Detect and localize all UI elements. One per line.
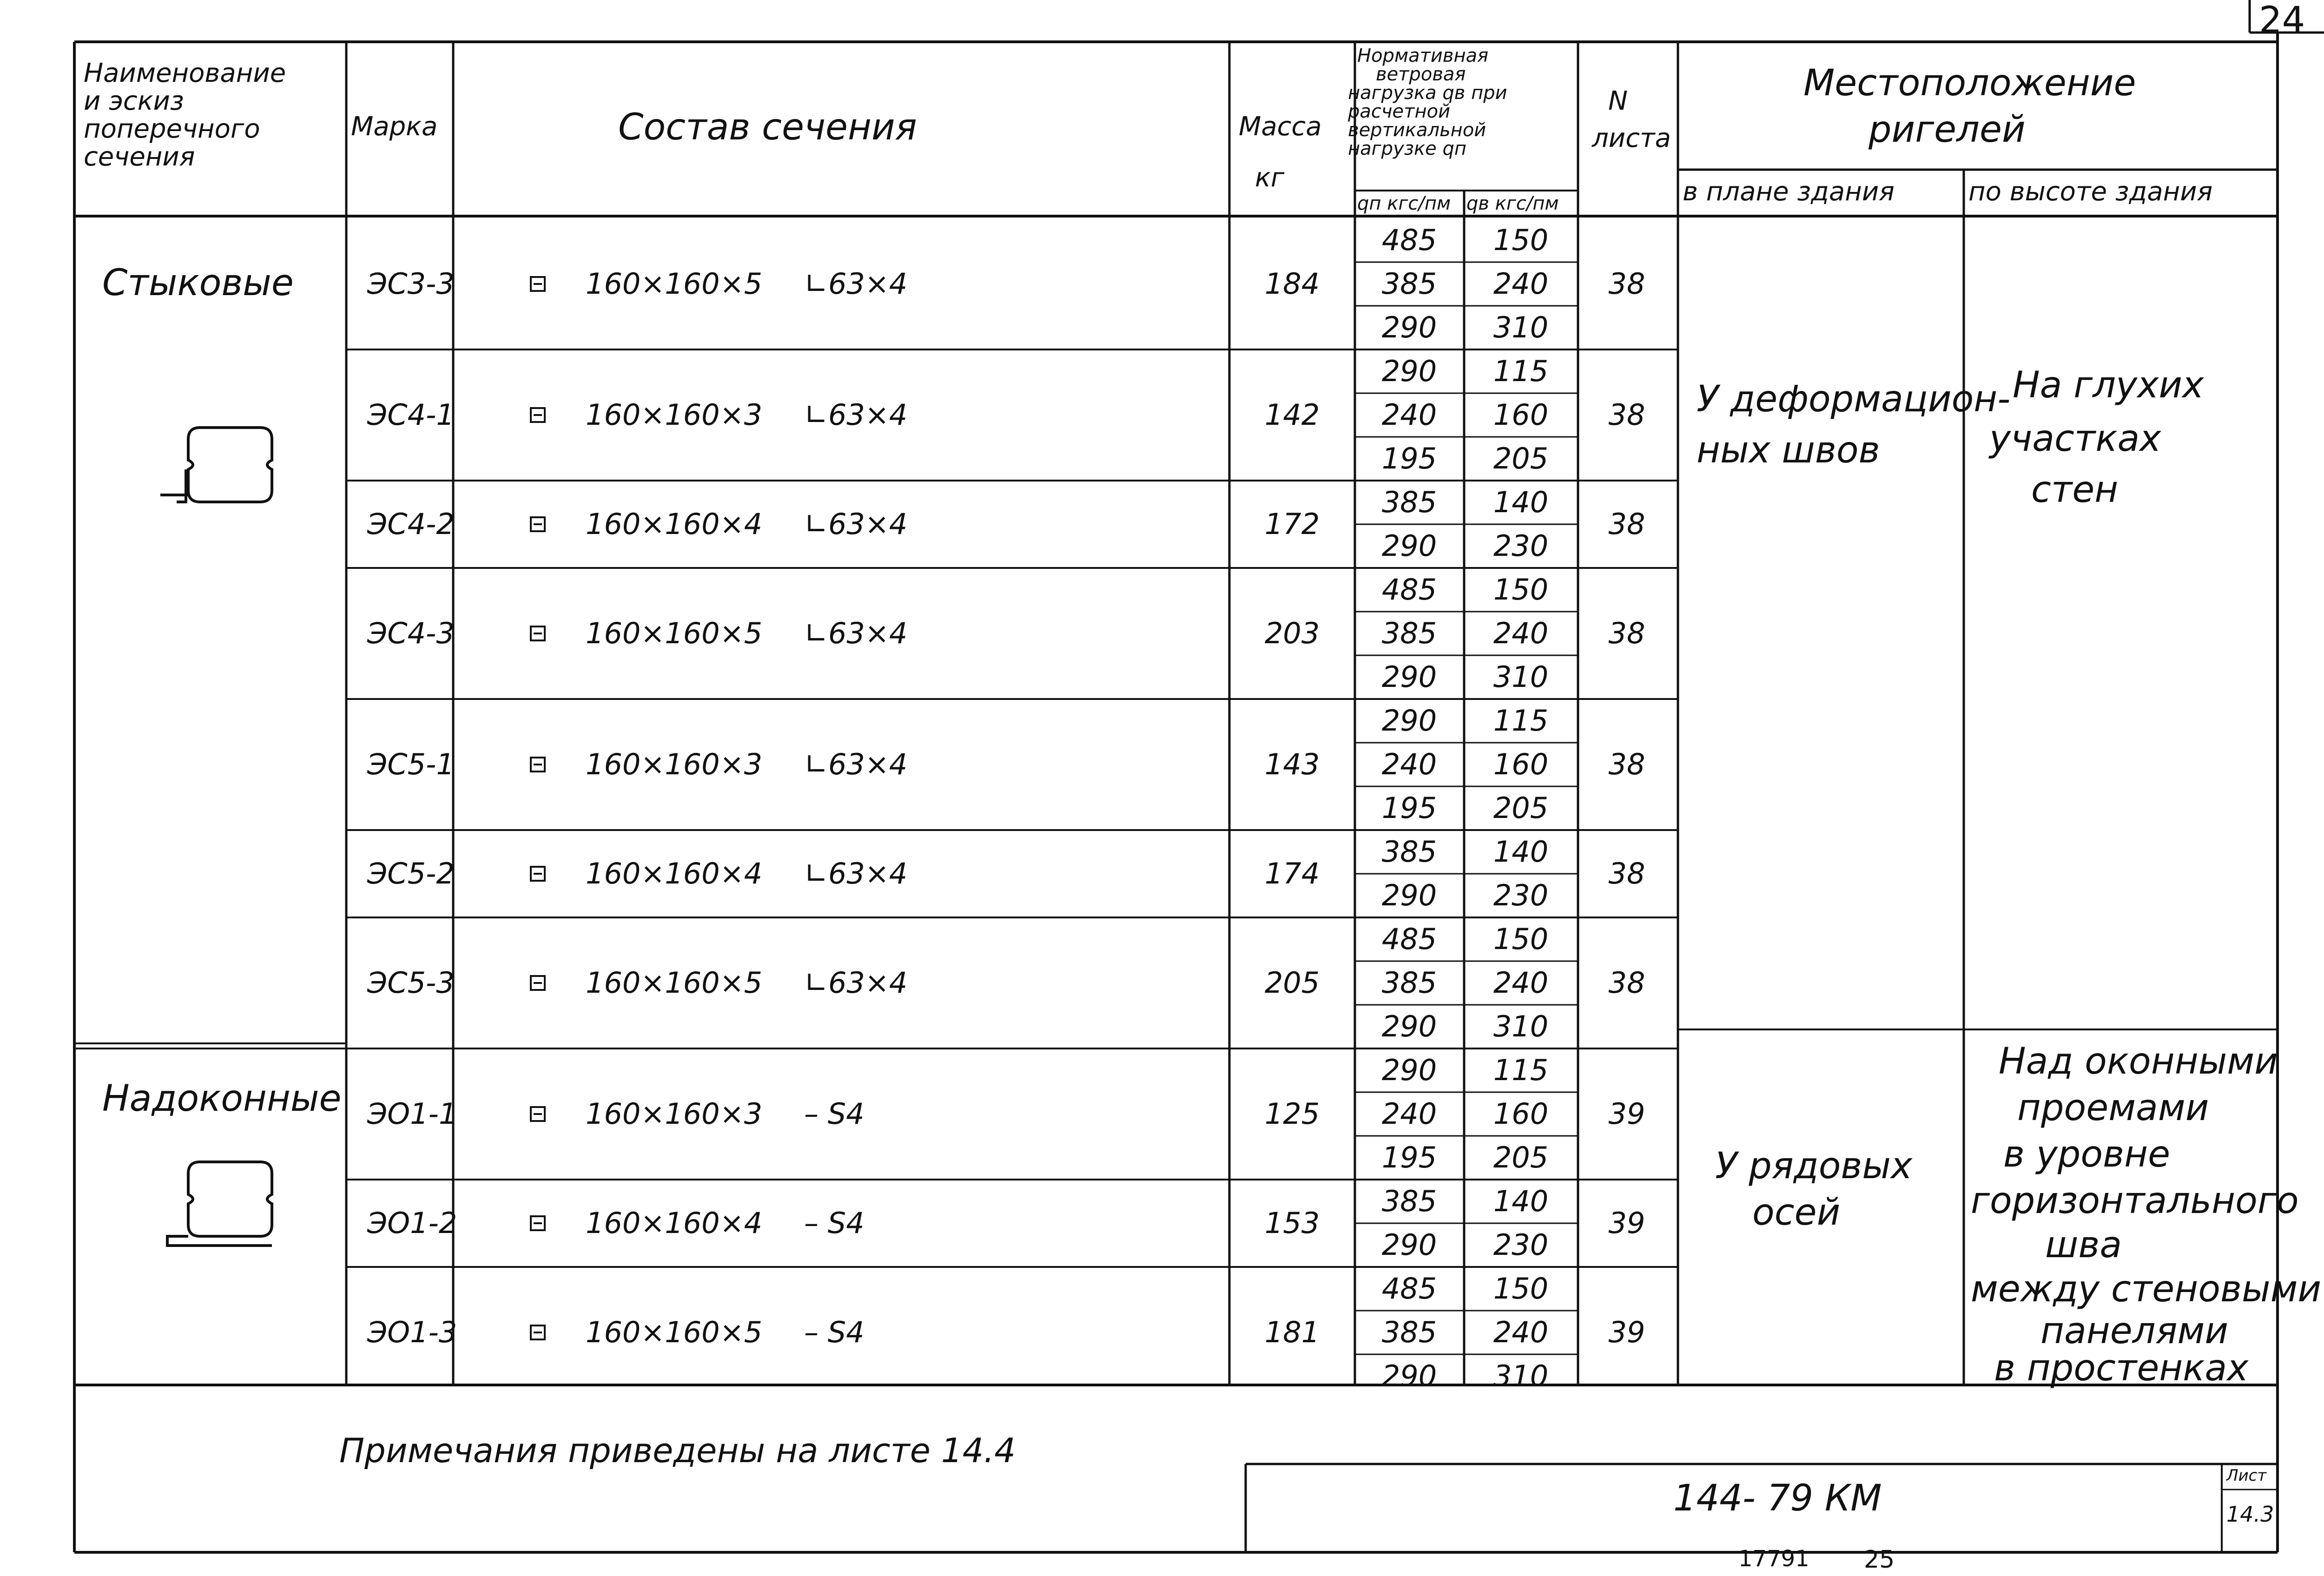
row-mass: 174 [1264, 857, 1320, 890]
load-qp: 385 [1381, 485, 1437, 519]
row-marka: ЭС5-2 [367, 857, 455, 890]
tube-section-icon [530, 1106, 546, 1122]
load-qv: 230 [1493, 529, 1549, 563]
load-qv: 160 [1493, 398, 1549, 432]
load-qv: 115 [1493, 704, 1549, 738]
row-tube: 160×160×5 [586, 966, 763, 1000]
load-qv: 240 [1493, 966, 1549, 1000]
row-tube: 160×160×5 [586, 616, 763, 650]
load-qp: 195 [1381, 442, 1437, 475]
load-qv: 150 [1493, 573, 1549, 607]
load-qp: 240 [1381, 747, 1437, 781]
row-tube: 160×160×4 [586, 857, 763, 890]
tube-section-icon [530, 757, 546, 772]
row-extra: ∟63×4 [804, 267, 908, 301]
load-qv: 310 [1493, 1009, 1549, 1043]
header-location-2: ригелей [1868, 109, 2026, 151]
tube-section-icon [530, 626, 546, 641]
row-sheet: 38 [1608, 507, 1645, 541]
archive-page: 25 [1864, 1546, 1895, 1574]
load-qv: 205 [1493, 1141, 1549, 1174]
row-sheet: 39 [1608, 1315, 1645, 1349]
load-qp: 290 [1381, 1228, 1437, 1262]
row-tube: 160×160×3 [586, 1097, 763, 1131]
row-extra: ∟63×4 [804, 857, 908, 890]
group-butt: Стыковые [102, 262, 294, 304]
load-qp: 385 [1381, 1315, 1437, 1349]
row-mass: 203 [1264, 616, 1320, 650]
load-qp: 485 [1381, 1272, 1437, 1306]
load-qv: 115 [1493, 1053, 1549, 1087]
load-qv: 140 [1493, 835, 1549, 869]
header-loc-height: по высоте здания [1968, 177, 2213, 207]
row-extra: ∟63×4 [804, 966, 908, 1000]
load-qv: 140 [1493, 1184, 1549, 1218]
header-marka: Марка [351, 112, 438, 142]
row-mass: 181 [1264, 1315, 1320, 1349]
note-text: Примечания приведены на листе 14.4 [339, 1431, 1016, 1470]
header-list-no: N [1608, 86, 1628, 116]
load-qp: 290 [1381, 529, 1437, 563]
row-tube: 160×160×3 [586, 747, 763, 781]
load-qp: 195 [1381, 791, 1437, 825]
load-qp: 385 [1381, 1184, 1437, 1218]
row-mass: 172 [1264, 507, 1320, 541]
corner-page-number: 24 [2259, 0, 2305, 41]
row-marka: ЭС5-3 [367, 966, 455, 1000]
row-sheet: 38 [1608, 966, 1645, 1000]
row-sheet: 38 [1608, 747, 1645, 781]
stamp-list-no: 14.3 [2226, 1502, 2274, 1527]
header-loc-plan: в плане здания [1683, 177, 1895, 207]
row-extra: ∟63×4 [804, 507, 908, 541]
row-mass: 143 [1264, 747, 1320, 781]
row-marka: ЭО1-1 [367, 1097, 457, 1131]
row-sheet: 39 [1608, 1097, 1645, 1131]
row-mass: 125 [1264, 1097, 1320, 1131]
load-qv: 140 [1493, 485, 1549, 519]
row-sheet: 39 [1608, 1206, 1645, 1240]
load-qp: 195 [1381, 1141, 1437, 1174]
row-marka: ЭС4-1 [367, 398, 455, 432]
row-tube: 160×160×4 [586, 507, 763, 541]
load-qv: 160 [1493, 1097, 1549, 1131]
load-qv: 150 [1493, 223, 1549, 257]
load-qp: 290 [1381, 660, 1437, 694]
header-qv: qв кгс/пм [1466, 193, 1559, 214]
header-massa-unit: кг [1255, 163, 1285, 193]
header-location: Местоположение [1803, 62, 2136, 104]
row-marka: ЭО1-3 [367, 1315, 457, 1349]
row-marka: ЭО1-2 [367, 1206, 457, 1240]
load-qp: 385 [1381, 835, 1437, 869]
load-qv: 240 [1493, 267, 1549, 301]
row-tube: 160×160×5 [586, 267, 763, 301]
row-extra: ∟63×4 [804, 747, 908, 781]
load-qp: 290 [1381, 1053, 1437, 1087]
stamp-code: 144- 79 КМ [1673, 1477, 1882, 1519]
row-tube: 160×160×4 [586, 1206, 763, 1240]
tube-section-icon [530, 866, 546, 882]
row-sheet: 38 [1608, 267, 1645, 301]
header-list-label: листа [1592, 123, 1671, 153]
load-qv: 240 [1493, 1315, 1549, 1349]
load-qv: 205 [1493, 442, 1549, 475]
load-qv: 115 [1493, 354, 1549, 388]
row-marka: ЭС4-3 [367, 616, 455, 650]
tube-section-icon [530, 1215, 546, 1231]
load-qv: 205 [1493, 791, 1549, 825]
tube-section-icon [530, 516, 546, 532]
load-qv: 310 [1493, 660, 1549, 694]
tube-section-icon [530, 407, 546, 423]
load-qp: 290 [1381, 310, 1437, 344]
load-qv: 230 [1493, 878, 1549, 912]
load-qp: 485 [1381, 223, 1437, 257]
load-qp: 290 [1381, 704, 1437, 738]
row-extra: ∟63×4 [804, 616, 908, 650]
load-qv: 230 [1493, 1228, 1549, 1262]
load-qp: 385 [1381, 267, 1437, 301]
load-qv: 160 [1493, 747, 1549, 781]
row-extra: – S4 [804, 1097, 865, 1131]
load-qp: 240 [1381, 1097, 1437, 1131]
load-qv: 310 [1493, 1359, 1549, 1393]
group-lintel: Надоконные [102, 1078, 342, 1120]
load-qp: 240 [1381, 398, 1437, 432]
load-qv: 240 [1493, 616, 1549, 650]
drawing-sheet: 24 Наименование и эскиз поперечного сечения Марка Состав сечения Масса кг Нормативная ветровая нагрузка qв при расчетной вертикальной нагрузке qп qп кгс/пм qв кгс/пм N листа Местоположение ригелей в плане здания по высоте здания Стыковые Надоконные ЭС3-3 160×160×5 ∟63×4 184 38 485 150 385 240 290 310 ЭС4-1 160×160×3 ∟63×4 142 38 290 115 240 160 195 205 ЭС4-2 160×160×4 ∟63×4 172 38 385 140 290 230 ЭС4-3 160×160×5 ∟63×4 203 38 485 150 385 240 290 310 ЭС5-1 160×160×3 ∟63×4 143 38 290 115 240 160 195 205 ЭС5-2 160×160×4 ∟63×4 174 38 385 140 290 230 ЭС5-3 160×160×5 ∟63×4 205 38 485 150 385 240 290 310 ЭО1-1 160×160×3 – S4 125 39 290 115 240 160 195 205 ЭО1-2 160×160×4 – S4 153 39 385 140 290 230 ЭО1-3 160×160×5 – S4 181 39 485 150 385 240 290 310 У деформацион- ных швов На глухих участках стен У рядовых осей Над оконными проемами в уровне горизонтального шва между стеновыми панелями в простенках Примечания приведены на листе 14.4 144- 79 КМ Лист 14.3 17791 25 [0, 0, 2324, 1576]
row-marka: ЭС4-2 [367, 507, 455, 541]
row-tube: 160×160×5 [586, 1315, 763, 1349]
row-sheet: 38 [1608, 857, 1645, 890]
row-mass: 153 [1264, 1206, 1320, 1240]
row-sheet: 38 [1608, 616, 1645, 650]
section-sketch-butt [160, 428, 272, 502]
load-qp: 385 [1381, 966, 1437, 1000]
load-qp: 290 [1381, 354, 1437, 388]
header-massa: Масса [1239, 112, 1322, 142]
row-marka: ЭС5-1 [367, 747, 455, 781]
load-qv: 150 [1493, 1272, 1549, 1306]
tube-section-icon [530, 276, 546, 292]
tube-section-icon [530, 975, 546, 991]
tube-section-icon [530, 1325, 546, 1340]
header-sostav: Состав сечения [618, 106, 917, 148]
archive-number: 17791 [1738, 1546, 1809, 1572]
row-sheet: 38 [1608, 398, 1645, 432]
load-qp: 385 [1381, 616, 1437, 650]
load-qp: 290 [1381, 878, 1437, 912]
row-extra: ∟63×4 [804, 398, 908, 432]
header-qp: qп кгс/пм [1357, 193, 1451, 214]
row-mass: 142 [1264, 398, 1320, 432]
load-qp: 485 [1381, 573, 1437, 607]
row-extra: – S4 [804, 1315, 865, 1349]
load-qp: 290 [1381, 1009, 1437, 1043]
row-mass: 184 [1264, 267, 1320, 301]
load-qp: 485 [1381, 922, 1437, 956]
section-sketch-lintel [167, 1162, 272, 1246]
row-extra: – S4 [804, 1206, 865, 1240]
row-tube: 160×160×3 [586, 398, 763, 432]
stamp-list-label: Лист [2226, 1466, 2267, 1485]
row-marka: ЭС3-3 [367, 267, 455, 301]
load-qv: 150 [1493, 922, 1549, 956]
load-qp: 290 [1381, 1359, 1437, 1393]
row-mass: 205 [1264, 966, 1320, 1000]
load-qv: 310 [1493, 310, 1549, 344]
